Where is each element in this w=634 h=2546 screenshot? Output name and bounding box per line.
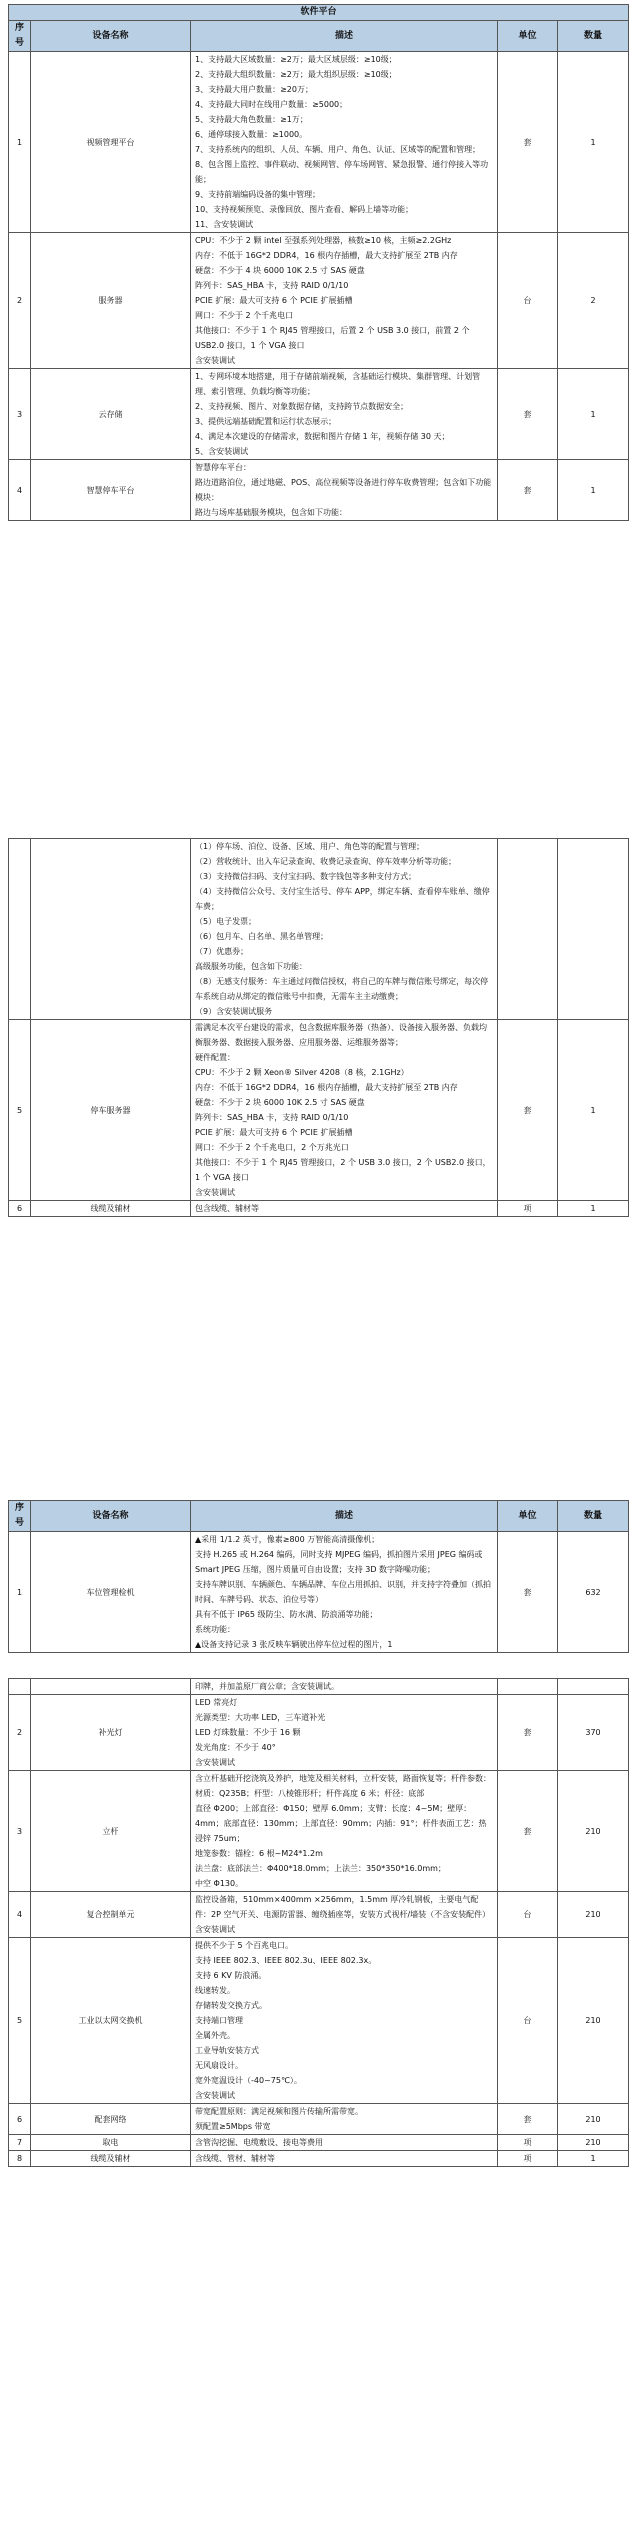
description-line: 光源类型：大功率 LED，三车道补光 [195,1713,326,1722]
row-index: 2 [9,233,31,369]
description-line: 含管沟挖掘、电缆敷设、接电等费用 [195,2138,323,2147]
header-index: 序号 [9,21,31,52]
row-name: 补光灯 [31,1695,191,1771]
description-line: 2、支持最大组织数量：≥2万；最大组织层级：≥10级； [195,70,397,79]
header-qty: 数量 [558,1501,629,1532]
row-index: 3 [9,1771,31,1892]
row-name: 服务器 [31,233,191,369]
description-line: 支持端口管理 [195,2016,243,2025]
table-row [9,2135,629,2151]
description-line: ▲设备支持记录 3 张反映车辆驶出停车位过程的图片，1 [195,1640,393,1649]
header-desc: 描述 [191,21,498,52]
table-row [9,460,629,521]
description-line: 含安装调试 [195,356,235,365]
banner-title: 软件平台 [9,5,629,21]
description-line: 需满足本次平台建设的需求，包含数据库服务器（热备）、设备接入服务器、负载均衡服务器、数据接入服务器、应用服务器、运维服务器等； [195,1023,487,1047]
row-index: 1 [9,1532,31,1653]
header-name: 设备名称 [31,1501,191,1532]
description-line: 材质：Q235B；杆型：八棱锥形杆；杆件高度 6 米；杆径：底部 [195,1789,425,1798]
description-line: 1、支持最大区域数量：≥2万；最大区域层级：≥10级； [195,55,397,64]
description-line: 宽外宽温设计（-40~75℃）。 [195,2076,302,2085]
description-line: （1）停车场、泊位、设备、区域、用户、角色等的配置与管理； [195,842,425,851]
description-line: 其他接口：不少于 1 个 RJ45 管理接口，2 个 USB 3.0 接口，2 个 USB2.0 接口，1 个 VGA 接口 [195,1158,491,1182]
table-row [9,2104,629,2135]
row-unit: 项 [498,2135,558,2151]
description-line: 含安装调试 [195,1925,235,1934]
row-description [191,460,498,521]
row-unit: 项 [498,2151,558,2167]
row-index: 2 [9,1695,31,1771]
row-description [191,233,498,369]
row-name: 立杆 [31,1771,191,1892]
table-row [9,369,629,460]
description-line: 线速转发。 [195,1986,235,1995]
description-line: 带宽配置原则：满足视频和图片传输所需带宽。 [195,2107,363,2116]
description-line: 3、提供远端基础配置和运行状态展示； [195,417,337,426]
description-line: 11、含安装调试 [195,220,254,229]
row-unit: 台 [498,1892,558,1938]
description-line: 4、支持最大同时在线用户数量：≥5000； [195,100,348,109]
row-unit: 套 [498,1532,558,1653]
row-qty: 1 [558,1201,629,1217]
description-line: 含线缆、管材、辅材等 [195,2154,275,2163]
row-description [191,2151,498,2167]
row-unit: 台 [498,233,558,369]
row-name: 线缆及辅材 [31,1201,191,1217]
row-index [9,839,31,1020]
description-line: 硬件配置： [195,1053,235,1062]
table-row [9,1695,629,1771]
row-name: 视频管理平台 [31,52,191,233]
row-qty: 1 [558,52,629,233]
header-qty: 数量 [558,21,629,52]
description-line: 支持 IEEE 802.3、IEEE 802.3u、IEEE 802.3x。 [195,1956,377,1965]
description-line: 中空 Φ130。 [195,1879,244,1888]
description-line: CPU：不少于 2 颗 intel 至强系列处理器，核数≥10 核，主频≥2.2GHz [195,236,452,245]
description-line: 5、支持最大角色数量：≥1万； [195,115,308,124]
row-name: 停车服务器 [31,1020,191,1201]
row-name: 配套网络 [31,2104,191,2135]
description-line: 提供不少于 5 个百兆电口。 [195,1941,294,1950]
description-line: 5、含安装调试 [195,447,249,456]
row-name: 云存储 [31,369,191,460]
row-unit: 套 [498,52,558,233]
row-unit [498,1679,558,1695]
table-row [9,1938,629,2104]
description-line: 8、包含图上监控、事件联动、视频网管、停车场网管、紧急报警、通行停接入等功能； [195,160,489,184]
description-line: 阵列卡：SAS_HBA 卡，支持 RAID 0/1/10 [195,1113,349,1122]
row-description [191,1892,498,1938]
row-unit: 项 [498,1201,558,1217]
description-line: 存储转发交换方式。 [195,2001,267,2010]
description-line: 4、满足本次建设的存储需求，数据和图片存储 1 年，视频存储 30 天； [195,432,450,441]
description-line: ▲采用 1/1.2 英寸，像素≥800 万智能高清摄像机； [195,1535,380,1544]
row-index: 4 [9,1892,31,1938]
row-description [191,1532,498,1653]
row-name: 智慧停车平台 [31,460,191,521]
description-line: （6）包月车、白名单、黑名单管理； [195,932,329,941]
description-line: （9）含安装调试服务 [195,1007,273,1016]
description-line: 路边道路泊位，通过地磁、POS、高位视频等设备进行停车收费管理；包含如下功能模块： [195,478,492,502]
description-line: CPU：不少于 2 颗 Xeon® Silver 4208（8 核，2.1GHz） [195,1068,409,1077]
row-name: 取电 [31,2135,191,2151]
row-index: 7 [9,2135,31,2151]
description-line: 地笼参数：锚栓：6 根~M24*1.2m [195,1849,323,1858]
description-line: 7、支持系统内的组织、人员、车辆、用户、角色、认证、区域等的配置和管理； [195,145,481,154]
row-qty: 1 [558,1020,629,1201]
description-line: 印牌，并加盖原厂商公章；含安装调试。 [195,1682,339,1691]
description-line: PCIE 扩展：最大可支持 6 个 PCIE 扩展插槽 [195,1128,353,1137]
table-row [9,52,629,233]
row-name [31,1679,191,1695]
row-index: 8 [9,2151,31,2167]
row-description [191,1679,498,1695]
description-line: 包含线缆、辅材等 [195,1204,259,1213]
row-index: 4 [9,460,31,521]
description-line: （4）支持微信公众号、支付宝生活号、停车 APP，绑定车辆、查看停车账单、缴停车费； [195,887,490,911]
row-unit: 套 [498,1020,558,1201]
row-unit: 台 [498,1938,558,2104]
description-line: 网口：不少于 2 个千兆电口，2 个万兆光口 [195,1143,349,1152]
row-description [191,1695,498,1771]
row-qty: 632 [558,1532,629,1653]
description-line: 10、支持视频预览、录像回放、图片查看、解码上墙等功能； [195,205,414,214]
table-row [9,1020,629,1201]
description-line: 支持 H.265 或 H.264 编码，同时支持 MJPEG 编码，抓拍图片采用 JPEG 编码或 Smart JPEG 压缩，图片质量可自由设置；支持 3D 数字降噪功能； [195,1550,483,1574]
description-line: 硬盘：不少于 2 块 6000 10K 2.5 寸 SAS 硬盘 [195,1098,365,1107]
header-unit: 单位 [498,21,558,52]
header-unit: 单位 [498,1501,558,1532]
row-qty: 210 [558,1892,629,1938]
description-line: （7）优惠券； [195,947,249,956]
description-line: LED 常亮灯 [195,1698,238,1707]
description-line: 内存：不低于 16G*2 DDR4，16 根内存插槽，最大支持扩展至 2TB 内存 [195,1083,458,1092]
row-index [9,1679,31,1695]
row-unit: 套 [498,2104,558,2135]
description-line: （3）支持微信扫码、支付宝扫码、数字钱包等多种支付方式； [195,872,417,881]
table-row [9,1532,629,1653]
description-line: 网口：不少于 2 个千兆电口 [195,311,294,320]
description-line: 路边与场库基础服务模块，包含如下功能： [195,508,347,517]
header-desc: 描述 [191,1501,498,1532]
table-row [9,1892,629,1938]
row-qty: 210 [558,1938,629,2104]
row-index: 6 [9,1201,31,1217]
description-line: 1、专网环境本地搭建，用于存储前端视频，含基础运行模块、集群管理、计划管理、索引管理、负载均衡等功能； [195,372,481,396]
row-name: 复合控制单元 [31,1892,191,1938]
description-line: 全属外壳。 [195,2031,235,2040]
row-unit: 套 [498,1771,558,1892]
description-line: 须配置≥5Mbps 带宽 [195,2122,271,2131]
hardware-continuation-table [8,1678,629,2167]
row-description [191,369,498,460]
row-qty: 2 [558,233,629,369]
software-platform-table [8,4,629,521]
parking-continuation-table [8,838,629,1217]
description-line: 工业导轨安装方式 [195,2046,259,2055]
row-description [191,1201,498,1217]
description-line: 6、通停球接入数量：≥1000。 [195,130,308,139]
row-name: 线缆及辅材 [31,2151,191,2167]
row-description [191,1020,498,1201]
row-index: 1 [9,52,31,233]
row-unit: 套 [498,1695,558,1771]
description-line: 支持车牌识别、车辆颜色、车辆品牌、车位占用抓拍、识别，并支持字符叠加（抓拍时间、车牌号码、状态、泊位号等） [195,1580,491,1604]
hardware-table [8,1500,629,1653]
description-line: 其他接口：不少于 1 个 RJ45 管理接口，后置 2 个 USB 3.0 接口，前置 2 个 USB2.0 接口，1 个 VGA 接口 [195,326,470,350]
description-line: 高级服务功能，包含如下功能： [195,962,307,971]
row-description [191,52,498,233]
row-qty: 210 [558,1771,629,1892]
header-name: 设备名称 [31,21,191,52]
table-row [9,1771,629,1892]
header-index: 序号 [9,1501,31,1532]
row-qty: 210 [558,2135,629,2151]
row-index: 3 [9,369,31,460]
row-qty: 1 [558,369,629,460]
row-name: 车位管理检机 [31,1532,191,1653]
description-line: 智慧停车平台： [195,463,251,472]
table-row [9,1679,629,1695]
description-line: 含安装调试 [195,1188,235,1197]
row-qty: 210 [558,2104,629,2135]
description-line: 内存：不低于 16G*2 DDR4，16 根内存插槽，最大支持扩展至 2TB 内存 [195,251,458,260]
row-index: 5 [9,1020,31,1201]
description-line: 无风扇设计。 [195,2061,243,2070]
row-unit: 套 [498,460,558,521]
row-name: 工业以太网交换机 [31,1938,191,2104]
description-line: 含立杆基础开挖浇筑及养护，地笼及相关材料，立杆安装，路面恢复等；杆件参数： [195,1774,491,1783]
description-line: 监控设备箱，510mm×400mm ×256mm，1.5mm 厚冷轧钢板，主要电气配件：2P 空气开关、电源防雷器、缠绕插座等，安装方式视杆/墙装（不含安装配件） [195,1895,491,1919]
description-line: LED 灯珠数量：不少于 16 颗 [195,1728,301,1737]
description-line: 硬盘：不少于 4 块 6000 10K 2.5 寸 SAS 硬盘 [195,266,365,275]
description-line: 2、支持视频、图片、对象数据存储，支持跨节点数据安全； [195,402,409,411]
row-description [191,2135,498,2151]
row-description [191,1938,498,2104]
description-line: 阵列卡：SAS_HBA 卡，支持 RAID 0/1/10 [195,281,349,290]
description-line: 系统功能： [195,1625,235,1634]
description-line: 法兰盘：底部法兰：Φ400*18.0mm；上法兰：350*350*16.0mm； [195,1864,446,1873]
row-qty: 370 [558,1695,629,1771]
description-line: 9、支持前端编码设备的集中管理； [195,190,321,199]
row-qty [558,1679,629,1695]
table-row [9,233,629,369]
row-name [31,839,191,1020]
description-line: （8）无感支付服务：车主通过问微信授权，将自己的车牌与微信账号绑定，每次停车系统自动从绑定的微信账号中扣费，无需车主主动缴费； [195,977,489,1001]
table-row [9,839,629,1020]
row-qty [558,839,629,1020]
description-line: （5）电子发票； [195,917,257,926]
row-index: 6 [9,2104,31,2135]
row-index: 5 [9,1938,31,2104]
description-line: 3、支持最大用户数量：≥20万； [195,85,313,94]
row-description [191,2104,498,2135]
description-line: 发光角度：不少于 40° [195,1743,276,1752]
table-row [9,2151,629,2167]
row-unit [498,839,558,1020]
description-line: 支持 6 KV 防浪涌。 [195,1971,267,1980]
row-qty: 1 [558,460,629,521]
row-description [191,839,498,1020]
row-unit: 套 [498,369,558,460]
row-qty: 1 [558,2151,629,2167]
description-line: （2）营收统计、出入车记录查询、收费记录查询、停车效率分析等功能； [195,857,457,866]
row-description [191,1771,498,1892]
description-line: PCIE 扩展：最大可支持 6 个 PCIE 扩展插槽 [195,296,353,305]
description-line: 含安装调试 [195,2091,235,2100]
table-row [9,1201,629,1217]
description-line: 具有不低于 IP65 级防尘、防水满、防浪涌等功能； [195,1610,378,1619]
description-line: 直径 Φ200；上部直径：Φ150；壁厚 6.0mm；支臂：长度：4~5M；壁厚：4mm；底部直径：130mm；上部直径：90mm；内插：91°；杆件表面工艺：热浸锌 75um； [195,1804,487,1843]
description-line: 含安装调试 [195,1758,235,1767]
